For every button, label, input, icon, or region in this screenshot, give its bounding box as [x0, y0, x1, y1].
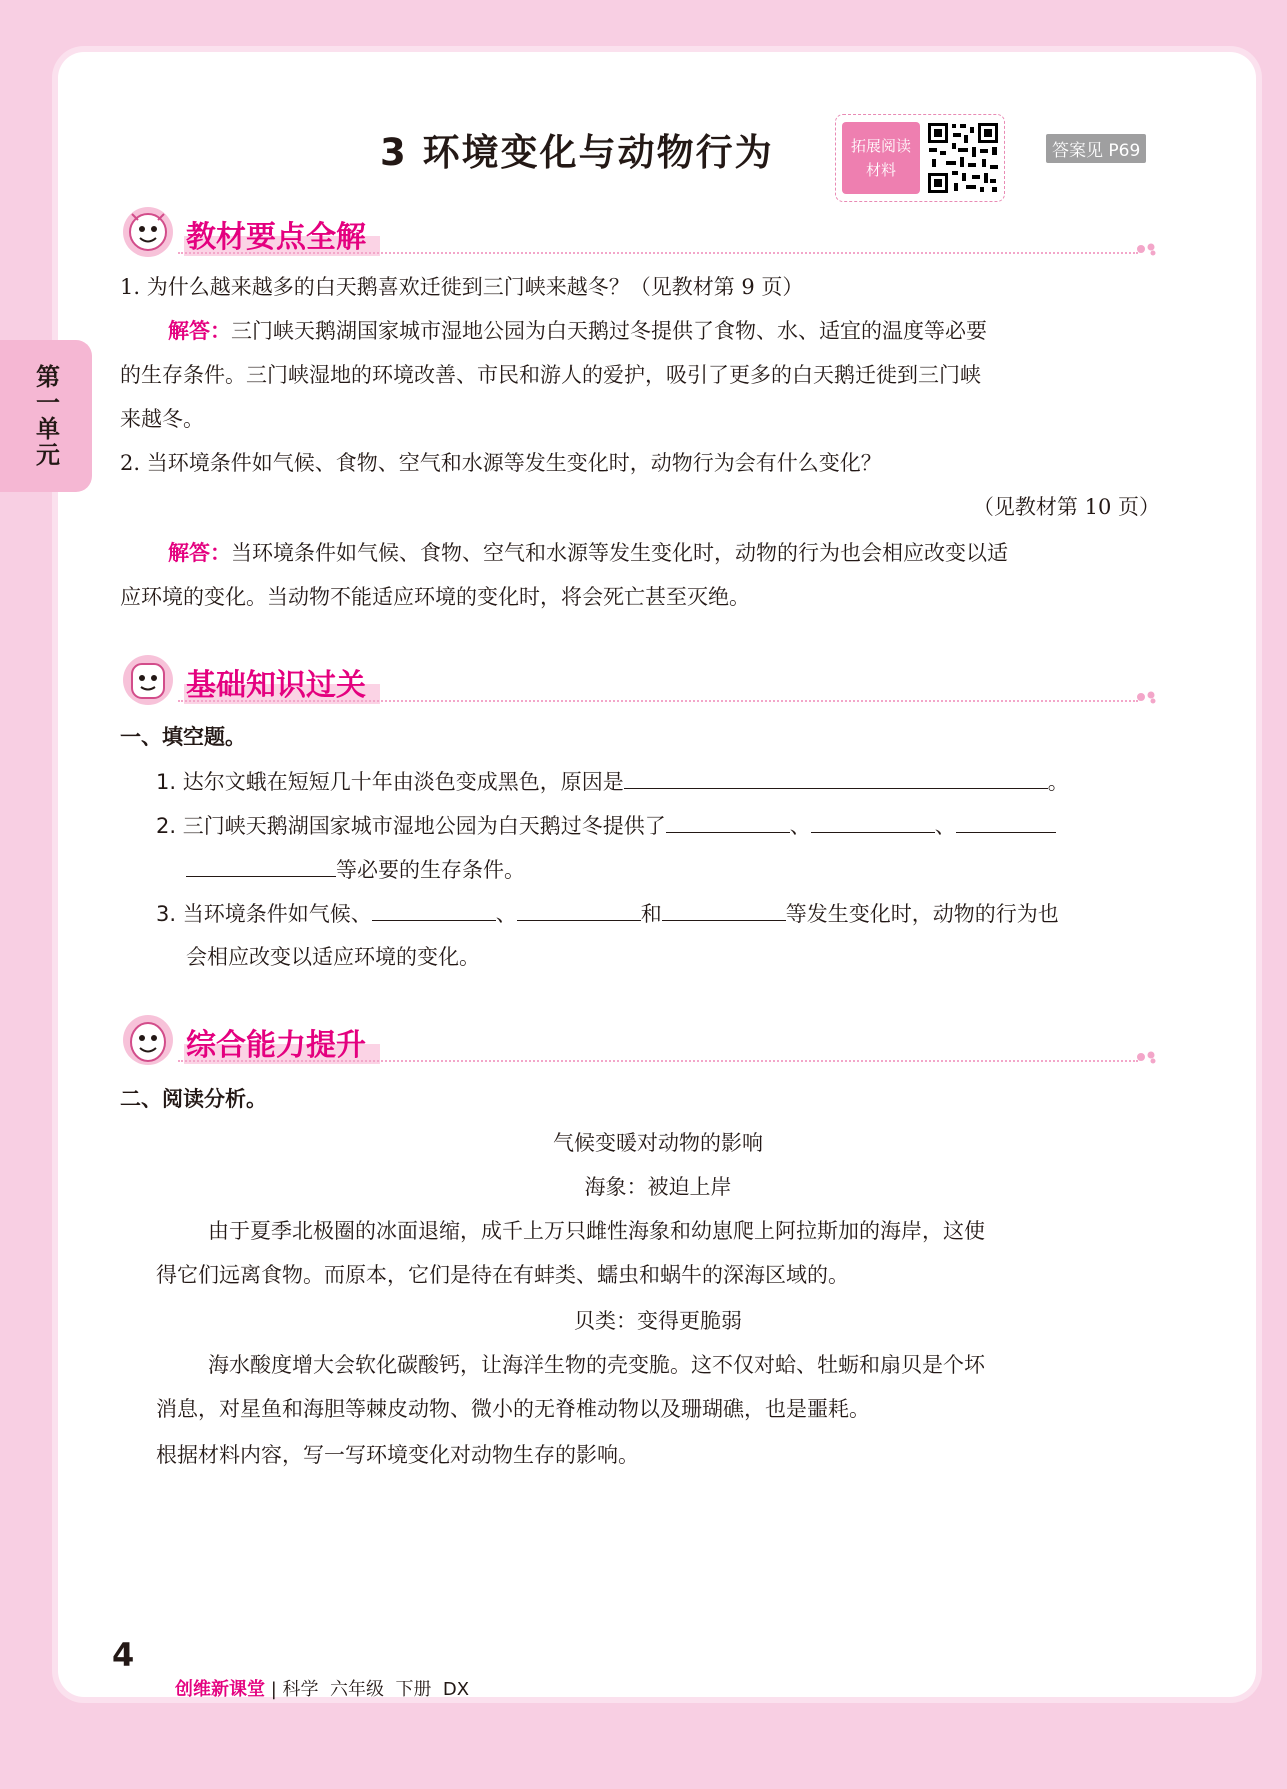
- answer-1-line1: [120, 316, 1160, 346]
- decorative-dots-icon: [1136, 1050, 1158, 1064]
- question-tail: 等必要的生存条件。: [336, 858, 525, 882]
- fill-question-2: [156, 810, 1160, 841]
- fill-blank-heading: 一、填空题。: [120, 725, 246, 749]
- question-end: 。: [1047, 770, 1069, 794]
- lesson-title: 3 环境变化与动物行为: [380, 131, 774, 174]
- page-number: 4: [112, 1636, 135, 1674]
- answer-blank[interactable]: [624, 766, 1048, 789]
- answer-reference-badge: 答案见 P69: [1046, 134, 1146, 163]
- section-header-ability: [118, 1012, 1158, 1068]
- dotted-divider: [178, 1060, 1138, 1062]
- answer-blank[interactable]: [666, 810, 790, 833]
- question-text: 3. 当环境条件如气候、: [156, 902, 372, 926]
- separator: 、: [789, 814, 811, 838]
- answer-2-line2: 应环境的变化。当动物不能适应环境的变化时，将会死亡甚至灭绝。: [120, 585, 750, 609]
- article-para-2-line1: 海水酸度增大会软化碳酸钙，让海洋生物的壳变脆。这不仅对蛤、牡蛎和扇贝是个坏: [208, 1353, 985, 1377]
- mascot-icon: [118, 204, 178, 260]
- qr-label: [842, 122, 920, 194]
- answer-1-line3: 来越冬。: [120, 407, 204, 431]
- question-2-reference: （见教材第 10 页）: [972, 495, 1160, 519]
- grade: 六年级: [330, 1679, 384, 1700]
- mascot-icon: [118, 1012, 178, 1068]
- answer-1-line2: 的生存条件。三门峡湿地的环境改善、市民和游人的爱护，吸引了更多的白天鹅迁徙到三门峡: [120, 363, 981, 387]
- mascot-icon: [118, 652, 178, 708]
- question-text: 2. 三门峡天鹅湖国家城市湿地公园为白天鹅过冬提供了: [156, 814, 666, 838]
- conjunction: 和: [640, 902, 662, 926]
- fill-question-3: [156, 898, 1160, 929]
- section-title: 教材要点全解: [184, 212, 380, 256]
- separator: 、: [495, 902, 517, 926]
- subject: 科学: [282, 1679, 319, 1700]
- section-header-basics: [118, 652, 1158, 708]
- section-title: 基础知识过关: [184, 660, 380, 704]
- answer-text: 三门峡天鹅湖国家城市湿地公园为白天鹅过冬提供了食物、水、适宜的温度等必要: [231, 319, 987, 343]
- article-para-1-line1: 由于夏季北极圈的冰面退缩，成千上万只雌性海象和幼崽爬上阿拉斯加的海岸，这使: [208, 1219, 985, 1243]
- answer-blank[interactable]: [662, 898, 786, 921]
- footer-info: [175, 1675, 469, 1701]
- fill-question-1: [156, 766, 1160, 797]
- article-title: 气候变暖对动物的影响: [553, 1131, 763, 1155]
- unit-tab: [0, 340, 92, 492]
- answer-blank[interactable]: [956, 810, 1056, 833]
- answer-blank[interactable]: [186, 854, 336, 877]
- question-text: 1. 达尔文蛾在短短几十年由淡色变成黑色，原因是: [156, 770, 624, 794]
- reading-prompt: 根据材料内容，写一写环境变化对动物生存的影响。: [156, 1443, 639, 1467]
- qr-code-icon: [926, 121, 1000, 195]
- volume: 下册: [395, 1679, 432, 1700]
- decorative-dots-icon: [1136, 690, 1158, 704]
- extended-reading-qr[interactable]: [835, 114, 1005, 202]
- brand-name: 创维新课堂: [175, 1679, 265, 1700]
- answer-text: 当环境条件如气候、食物、空气和水源等发生变化时，动物的行为也会相应改变以适: [231, 541, 1008, 565]
- unit-tab-label: 第一单元: [31, 364, 60, 468]
- fill-question-2-line2: [186, 854, 1160, 885]
- qr-label-line1: 拓展阅读: [850, 137, 911, 155]
- section-title: 综合能力提升: [184, 1020, 380, 1064]
- article-subtitle-1: 海象：被迫上岸: [584, 1175, 732, 1199]
- answer-2-line1: [120, 538, 1160, 568]
- fill-question-3-line2: 会相应改变以适应环境的变化。: [186, 945, 480, 969]
- decorative-dots-icon: [1136, 242, 1158, 256]
- section-header-key-points: [118, 204, 1158, 260]
- answer-label: 解答：: [168, 541, 231, 565]
- article-subtitle-2: 贝类：变得更脆弱: [574, 1309, 742, 1333]
- reading-heading: 二、阅读分析。: [120, 1087, 267, 1111]
- question-tail: 等发生变化时，动物的行为也: [785, 902, 1059, 926]
- edition: DX: [442, 1679, 470, 1700]
- dotted-divider: [178, 252, 1138, 254]
- footer-separator: |: [270, 1679, 277, 1700]
- article-para-1-line2: 得它们远离食物。而原本，它们是待在有蚌类、蠕虫和蜗牛的深海区域的。: [156, 1263, 849, 1287]
- question-2: 2. 当环境条件如气候、食物、空气和水源等发生变化时，动物行为会有什么变化？: [120, 451, 882, 475]
- article-para-2-line2: 消息，对星鱼和海胆等棘皮动物、微小的无脊椎动物以及珊瑚礁，也是噩耗。: [156, 1397, 870, 1421]
- answer-blank[interactable]: [517, 898, 641, 921]
- answer-blank[interactable]: [811, 810, 935, 833]
- dotted-divider: [178, 700, 1138, 702]
- qr-label-line2: 材料: [865, 161, 896, 179]
- answer-blank[interactable]: [372, 898, 496, 921]
- separator: 、: [934, 814, 956, 838]
- question-1: 1. 为什么越来越多的白天鹅喜欢迁徙到三门峡来越冬？（见教材第 9 页）: [120, 275, 804, 299]
- answer-label: 解答：: [168, 319, 231, 343]
